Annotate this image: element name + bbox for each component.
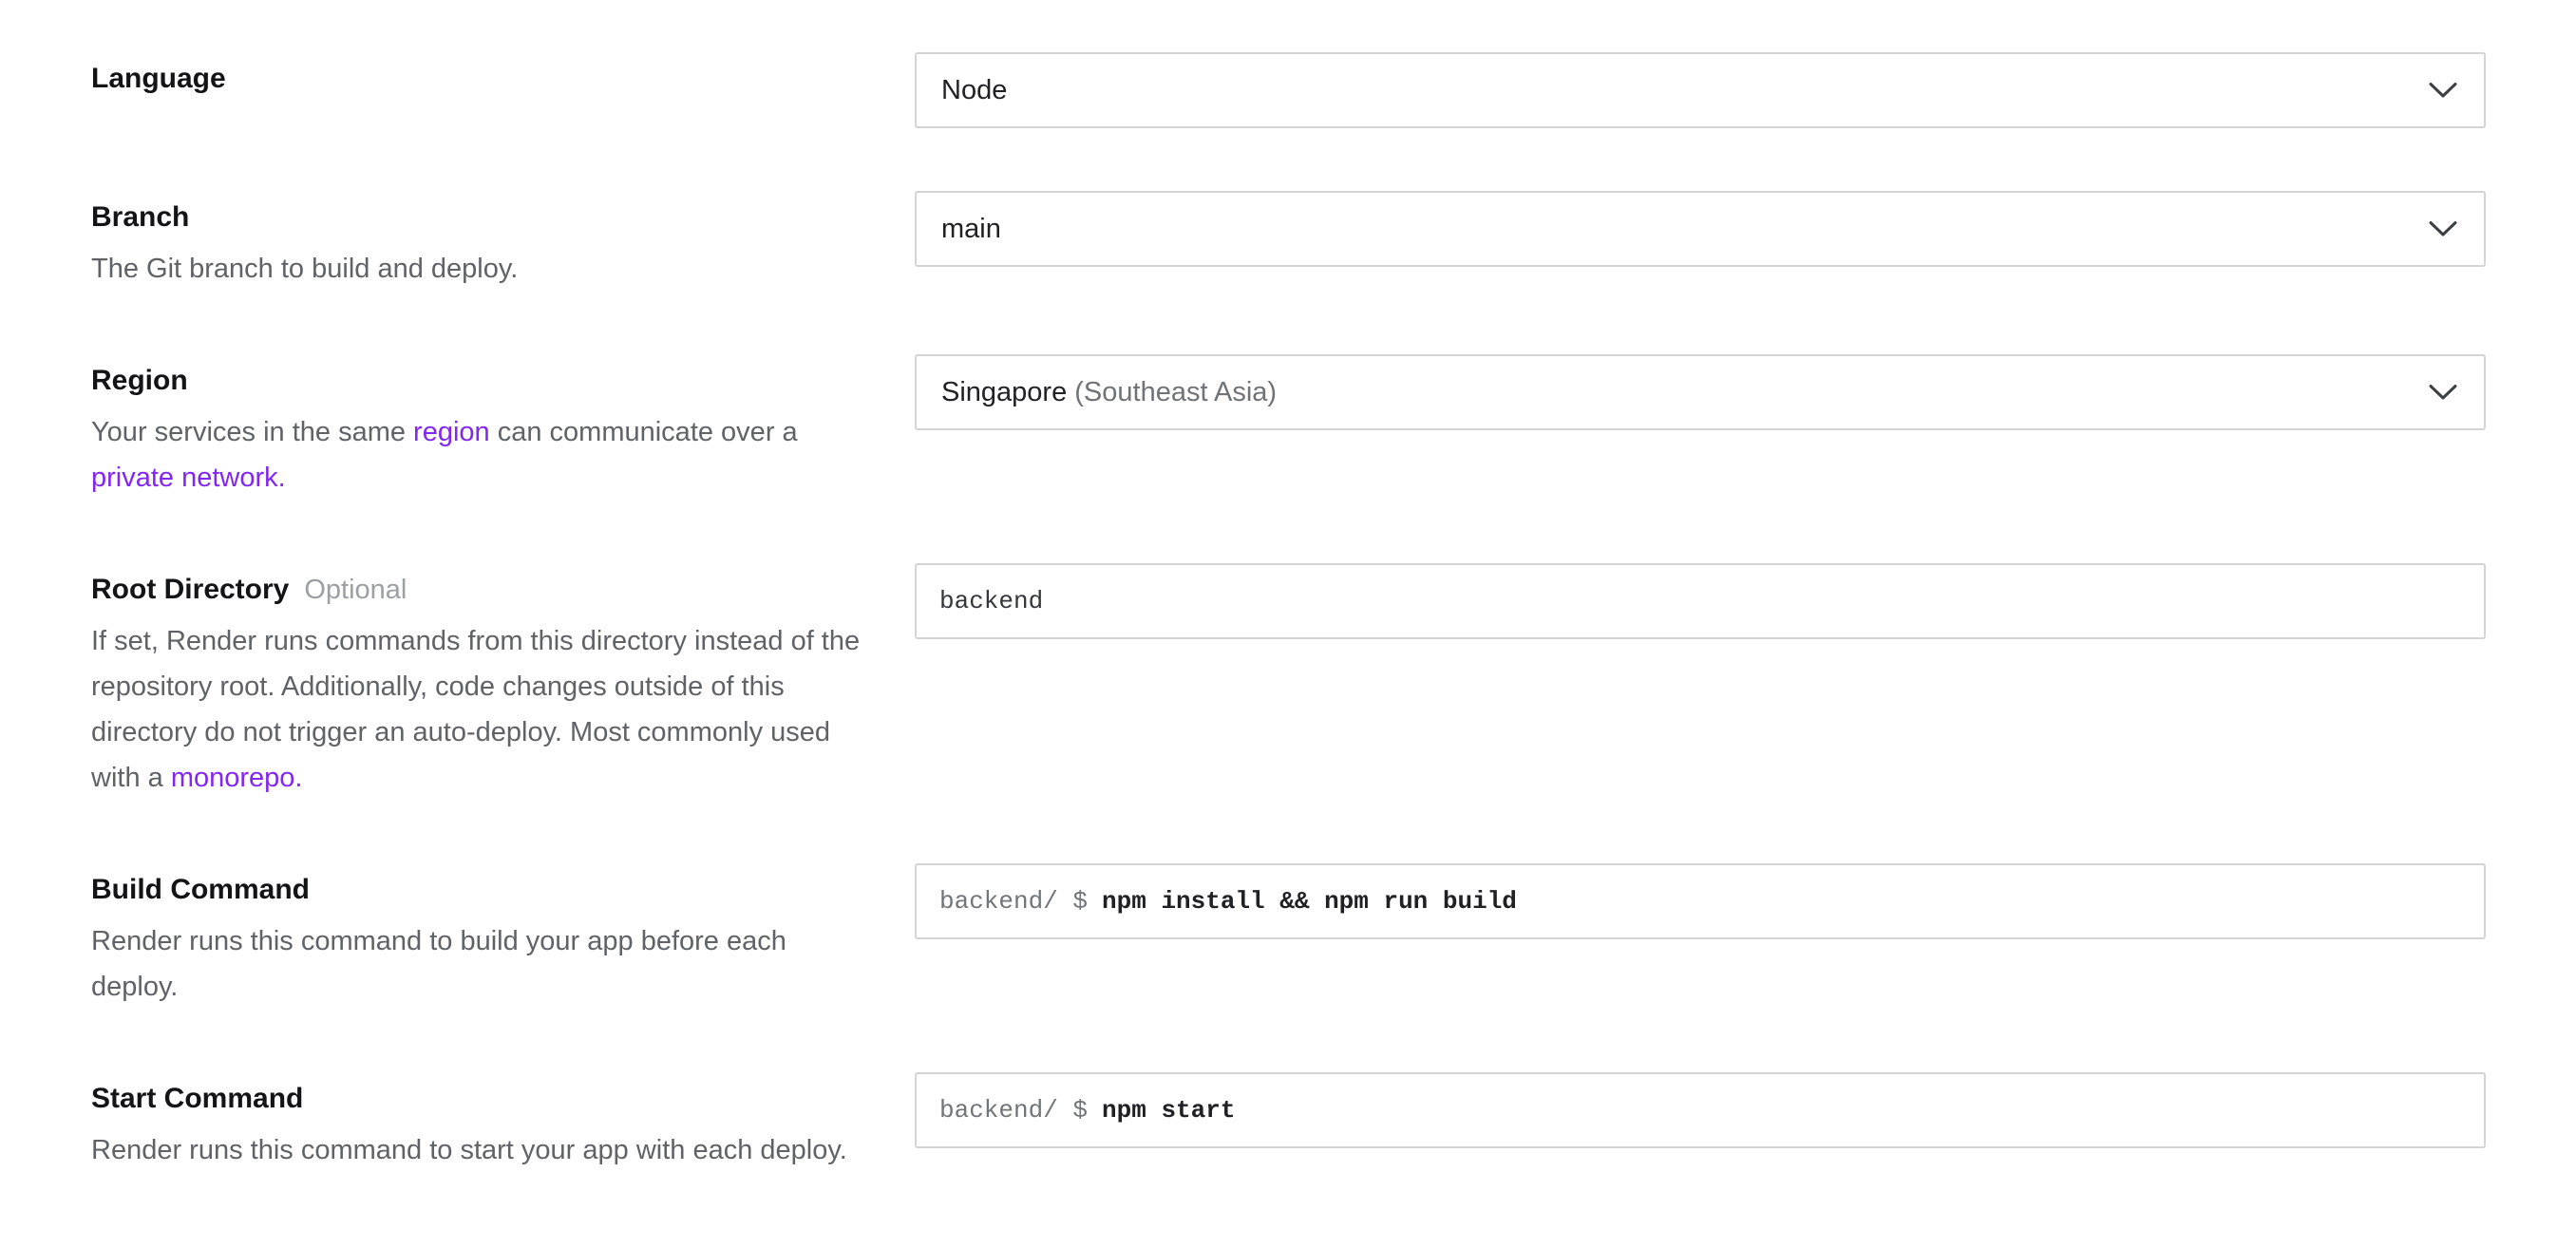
root-directory-input[interactable] xyxy=(915,563,2486,639)
branch-select-value: main xyxy=(941,213,1001,244)
start-command-prompt-prefix: backend/ $ xyxy=(939,1096,1089,1125)
build-command-label-col xyxy=(91,863,915,1010)
branch-description xyxy=(91,246,861,292)
root-directory-row xyxy=(91,563,2576,801)
start-command-row xyxy=(91,1072,2576,1173)
region-select[interactable] xyxy=(915,354,2486,430)
branch-row xyxy=(91,191,2576,292)
language-select-value: Node xyxy=(941,74,1008,105)
start-command-input[interactable] xyxy=(1102,1096,2461,1125)
branch-control-col xyxy=(915,191,2486,267)
build-command-description-text: Render runs this command to build your app before each deploy. xyxy=(91,926,786,1002)
region-description-text: can communicate over a xyxy=(489,417,798,447)
language-select[interactable] xyxy=(915,52,2486,128)
build-command-row xyxy=(91,863,2576,1010)
monorepo-link[interactable]: monorepo. xyxy=(170,763,303,793)
private-network-link[interactable]: private network. xyxy=(91,463,286,493)
region-description xyxy=(91,409,832,501)
language-label-col xyxy=(91,52,915,96)
branch-label-col xyxy=(91,191,915,292)
language-row xyxy=(91,52,2576,128)
chevron-down-icon xyxy=(2429,221,2457,237)
build-command-field xyxy=(915,863,2486,939)
build-command-label: Build Command xyxy=(91,874,310,905)
root-directory-description xyxy=(91,618,861,801)
branch-label: Branch xyxy=(91,201,190,233)
language-control-col xyxy=(915,52,2486,128)
start-command-description-text: Render runs this command to start your app with each deploy. xyxy=(91,1135,847,1165)
region-label: Region xyxy=(91,365,188,396)
build-command-control-col xyxy=(915,863,2486,939)
region-description-text: Your services in the same xyxy=(91,417,414,447)
chevron-down-icon xyxy=(2429,83,2457,99)
root-directory-label-col xyxy=(91,563,915,801)
build-command-input[interactable] xyxy=(1102,887,2461,916)
region-link[interactable]: region xyxy=(413,417,490,447)
start-command-label-col xyxy=(91,1072,915,1173)
start-command-description xyxy=(91,1127,861,1173)
branch-description-text: The Git branch to build and deploy. xyxy=(91,254,519,284)
root-directory-control-col xyxy=(915,563,2486,639)
build-command-prompt-prefix: backend/ $ xyxy=(939,887,1089,916)
region-label-col xyxy=(91,354,915,501)
root-directory-label-text: Root Directory xyxy=(91,574,290,605)
region-row xyxy=(91,354,2576,501)
start-command-field xyxy=(915,1072,2486,1148)
chevron-down-icon xyxy=(2429,385,2457,401)
start-command-label: Start Command xyxy=(91,1083,304,1114)
build-command-description xyxy=(91,918,861,1010)
region-select-value: Singapore xyxy=(941,376,1068,407)
optional-badge: Optional xyxy=(304,575,407,605)
language-label: Language xyxy=(91,63,226,94)
region-control-col xyxy=(915,354,2486,430)
branch-select[interactable] xyxy=(915,191,2486,267)
start-command-control-col xyxy=(915,1072,2486,1148)
root-directory-label xyxy=(91,573,861,607)
region-select-value-secondary: (Southeast Asia) xyxy=(1067,376,1278,407)
root-directory-description-text: If set, Render runs commands from this directory instead of the repository root. Additionally, code changes outside of this directory do not trigger an auto-deploy. Most commonly used with a xyxy=(91,626,861,793)
